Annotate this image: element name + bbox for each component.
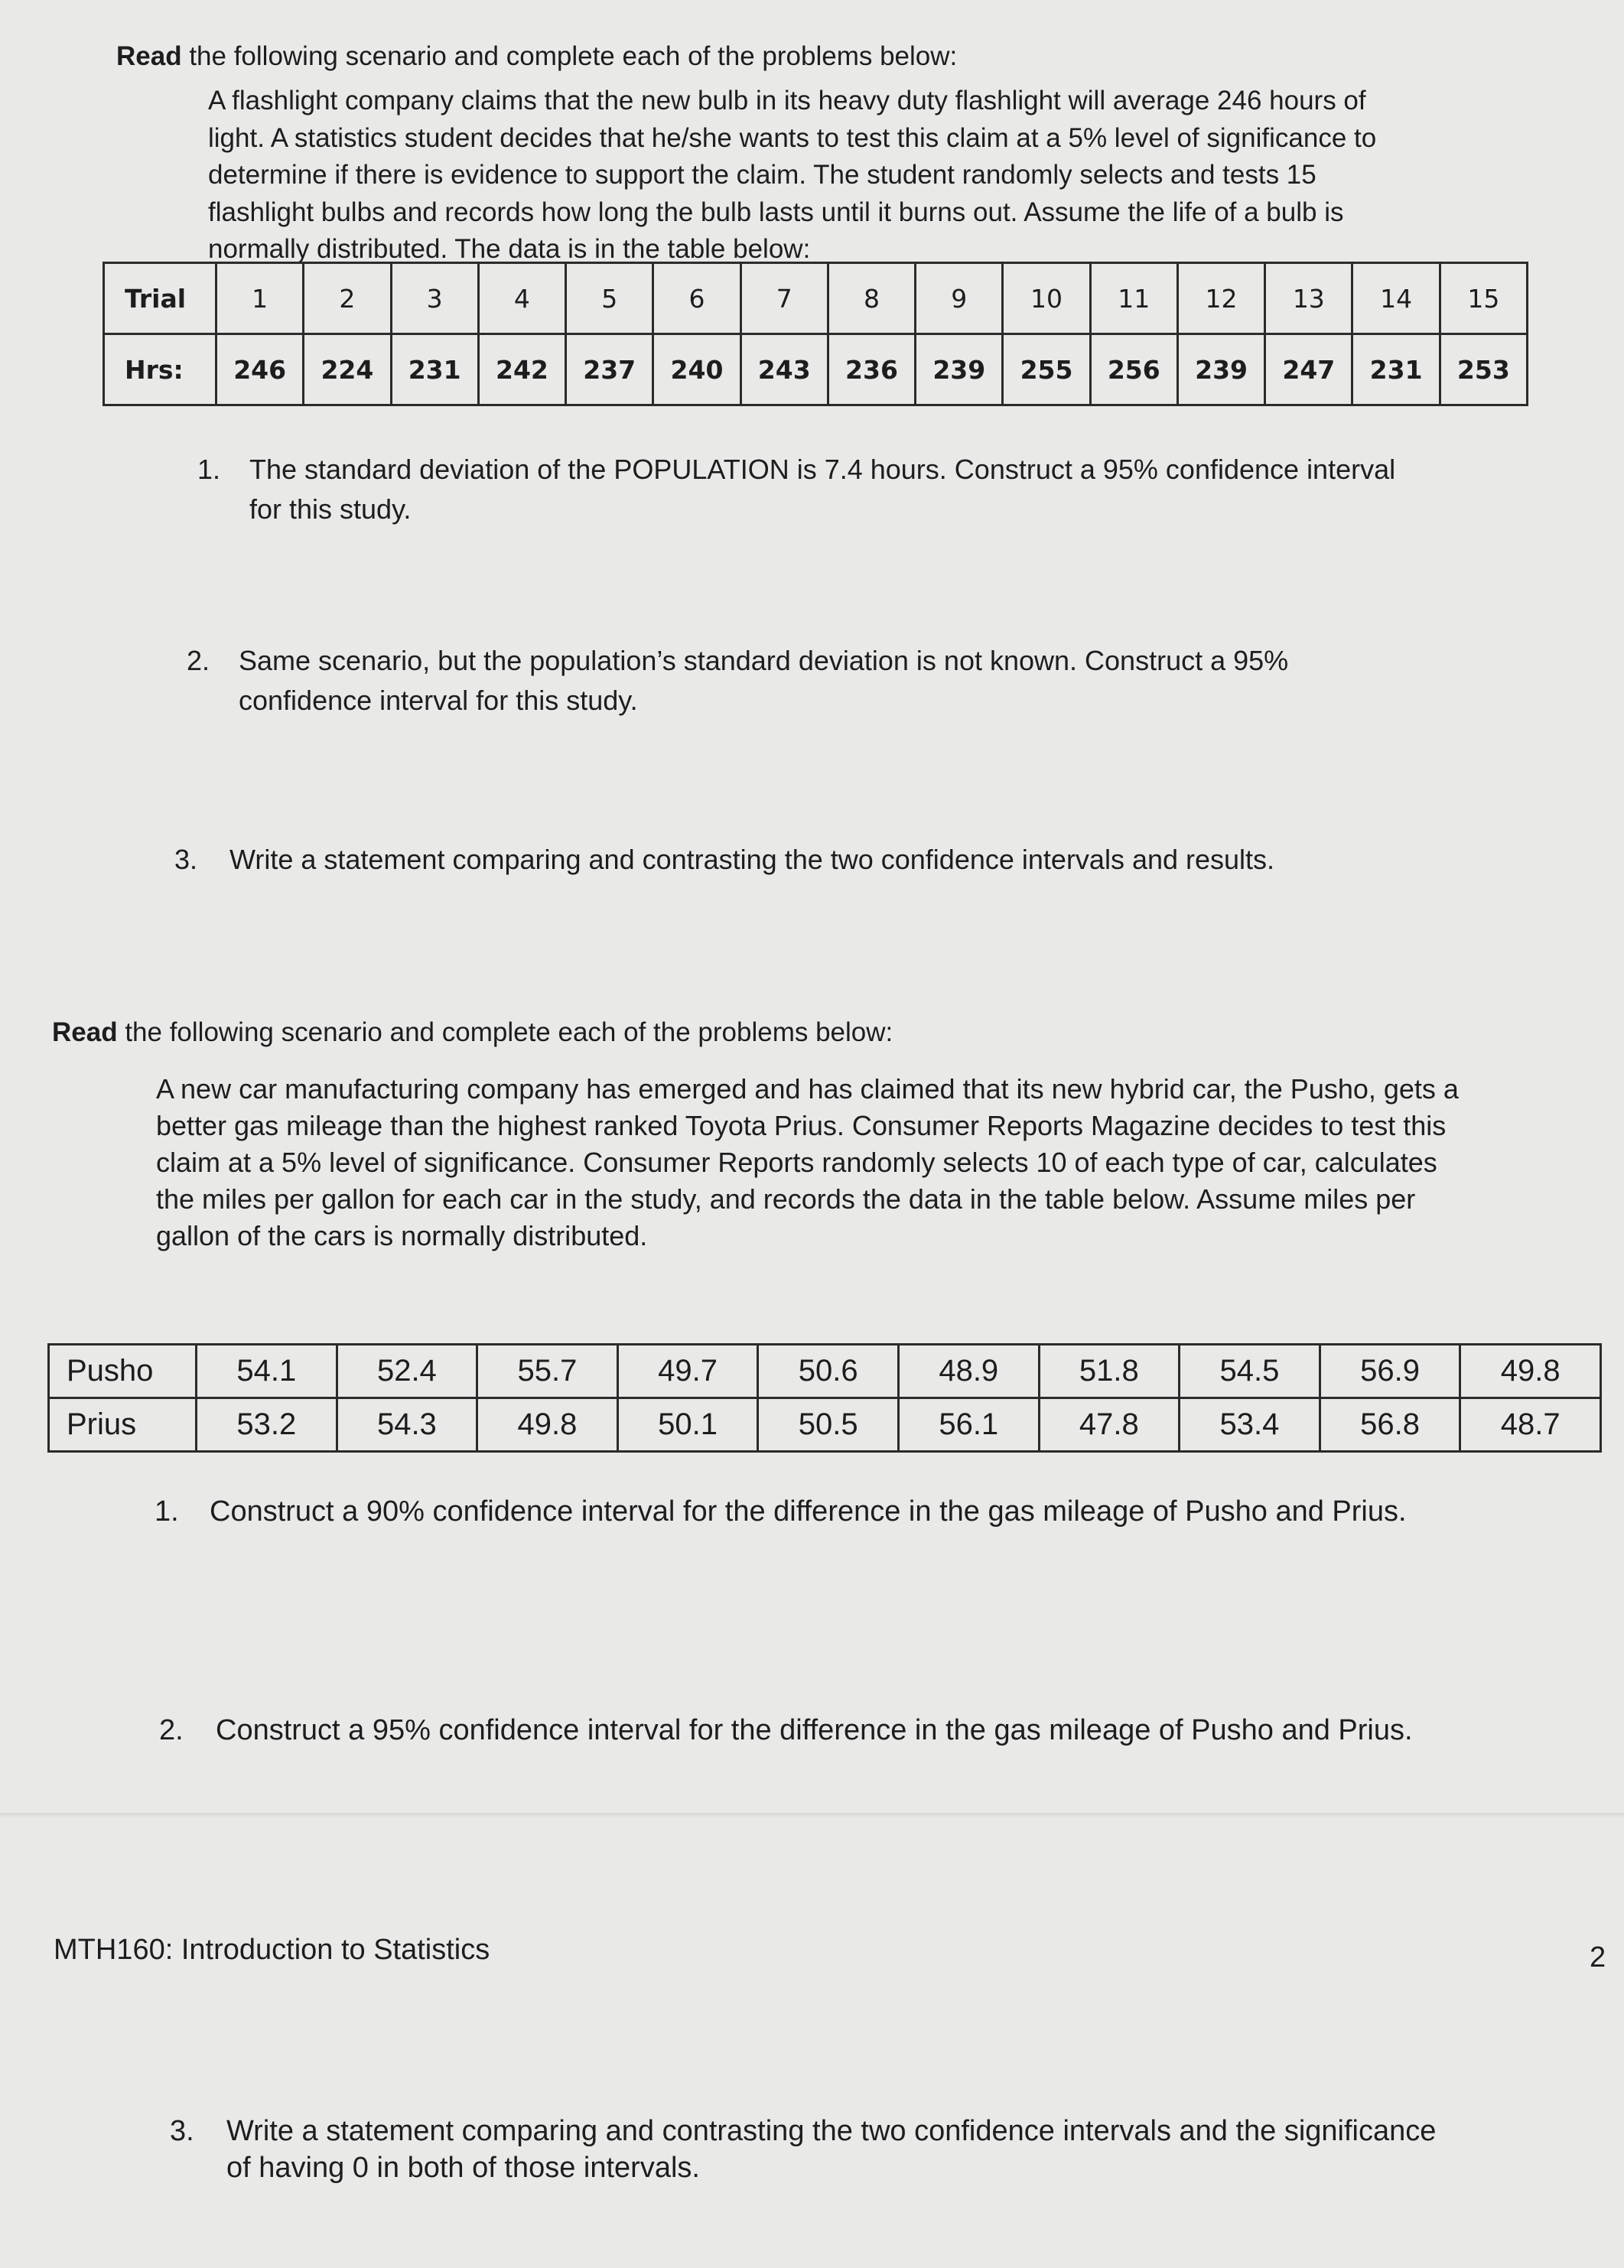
trial-cell: 7 (740, 263, 828, 334)
question-text: Construct a 95% confidence interval for the difference in the gas mileage of Pusho and Prius. (216, 1714, 1413, 1746)
question-text: Same scenario, but the population’s standard deviation is not known. Construct a 95% confidence interval for this study. (239, 645, 1289, 716)
section2-question-3 (170, 2113, 1455, 2186)
hours-cell: 240 (653, 334, 740, 405)
pusho-cell: 48.9 (898, 1345, 1039, 1398)
section1-heading-bold: Read (116, 41, 182, 71)
hours-cell: 231 (391, 334, 478, 405)
hours-row-label: Hrs: (104, 334, 216, 405)
question-number: 1. (155, 1495, 179, 1528)
hours-cell: 242 (478, 334, 565, 405)
hours-cell: 247 (1265, 334, 1352, 405)
hours-cell: 255 (1003, 334, 1090, 405)
trial-cell: 3 (391, 263, 478, 334)
hours-cell: 236 (828, 334, 915, 405)
pusho-row (49, 1345, 1601, 1398)
question-text: Write a statement comparing and contrasting the two confidence intervals and results. (229, 844, 1275, 875)
prius-cell: 50.1 (617, 1398, 758, 1452)
section2-scenario: A new car manufacturing company has emerged and has claimed that its new hybrid car, the Pusho, gets a better gas mileage than the highest ranked Toyota Prius. Consumer Reports Magazine decides to test this claim at a 5% level of significance. Consumer Reports randomly selects 10 of each type of car, calculates the miles per gallon for each car in the study, and records the data in the table below. Assume miles per gallon of the cars is normally distributed. (156, 1073, 1459, 1251)
section2-question-1 (155, 1490, 1486, 1533)
trial-cell: 9 (916, 263, 1003, 334)
trial-cell: 1 (216, 263, 304, 334)
page-number: 2 (1590, 1941, 1606, 1974)
trial-cell: 8 (828, 263, 915, 334)
question-number: 3. (170, 2115, 194, 2147)
trial-cell: 14 (1352, 263, 1440, 334)
question-number: 1. (197, 454, 221, 485)
flashlight-table (103, 262, 1528, 406)
section1-scenario: A flashlight company claims that the new bulb in its heavy duty flashlight will average 246 hours of light. A statistics student decides that he/she wants to test this claim at a 5% level of significance to determine if there is evidence to support the claim. The student randomly selects and tests 15 flashlight bulbs and records how long the bulb lasts until it burns out. Assume the life of a bulb is normally distributed. The data is in the table below: (208, 86, 1377, 264)
course-footer: MTH160: Introduction to Statistics (54, 1934, 490, 1966)
pusho-cell: 49.7 (617, 1345, 758, 1398)
section1-question-3 (174, 840, 1475, 880)
question-number: 3. (174, 844, 198, 875)
hours-cell: 243 (740, 334, 828, 405)
trial-row-label: Trial (104, 263, 216, 334)
prius-cell: 56.1 (898, 1398, 1039, 1452)
prius-cell: 54.3 (337, 1398, 477, 1452)
hours-cell: 239 (1177, 334, 1264, 405)
trial-cell: 10 (1003, 263, 1090, 334)
prius-cell: 53.2 (197, 1398, 337, 1452)
question-number: 2. (159, 1714, 184, 1746)
section2-heading-rest: the following scenario and complete each of the problems below: (117, 1017, 893, 1047)
pusho-cell: 54.1 (197, 1345, 337, 1398)
prius-cell: 48.7 (1460, 1398, 1601, 1452)
prius-cell: 50.5 (758, 1398, 899, 1452)
paper-fold (0, 1813, 1624, 1819)
section1-question-2 (187, 641, 1411, 721)
prius-row (49, 1398, 1601, 1452)
section1-heading (116, 41, 1111, 72)
hours-cell: 256 (1090, 334, 1177, 405)
prius-cell: 53.4 (1180, 1398, 1320, 1452)
section1-heading-rest: the following scenario and complete each of the problems below: (181, 41, 958, 71)
prius-row-label: Prius (49, 1398, 197, 1452)
pusho-cell: 50.6 (758, 1345, 899, 1398)
trial-cell: 5 (566, 263, 653, 334)
hours-row (104, 334, 1528, 405)
hours-cell: 224 (304, 334, 391, 405)
section2-question-2 (159, 1709, 1490, 1752)
pusho-cell: 51.8 (1039, 1345, 1180, 1398)
hours-cell: 239 (916, 334, 1003, 405)
trial-cell: 11 (1090, 263, 1177, 334)
pusho-cell: 52.4 (337, 1345, 477, 1398)
mileage-table (47, 1343, 1602, 1453)
trial-cell: 15 (1440, 263, 1527, 334)
trial-cell: 6 (653, 263, 740, 334)
section2-heading (52, 1017, 1123, 1048)
prius-cell: 49.8 (477, 1398, 618, 1452)
trial-cell: 13 (1265, 263, 1352, 334)
hours-cell: 237 (566, 334, 653, 405)
section2-heading-bold: Read (52, 1017, 118, 1047)
question-number: 2. (187, 645, 210, 676)
trial-row (104, 263, 1528, 334)
pusho-cell: 54.5 (1180, 1345, 1320, 1398)
question-text: The standard deviation of the POPULATION is 7.4 hours. Construct a 95% confidence interval for this study. (249, 454, 1396, 525)
hours-cell: 253 (1440, 334, 1527, 405)
prius-cell: 56.8 (1320, 1398, 1460, 1452)
trial-cell: 4 (478, 263, 565, 334)
trial-cell: 12 (1177, 263, 1264, 334)
pusho-cell: 56.9 (1320, 1345, 1460, 1398)
section1-question-1 (197, 450, 1406, 529)
trial-cell: 2 (304, 263, 391, 334)
pusho-cell: 55.7 (477, 1345, 618, 1398)
pusho-cell: 49.8 (1460, 1345, 1601, 1398)
question-text: Construct a 90% confidence interval for the difference in the gas mileage of Pusho and Prius. (210, 1495, 1407, 1528)
hours-cell: 231 (1352, 334, 1440, 405)
prius-cell: 47.8 (1039, 1398, 1180, 1452)
hours-cell: 246 (216, 334, 304, 405)
pusho-row-label: Pusho (49, 1345, 197, 1398)
question-text: Write a statement comparing and contrasting the two confidence intervals and the significance of having 0 in both of those intervals. (226, 2115, 1437, 2184)
